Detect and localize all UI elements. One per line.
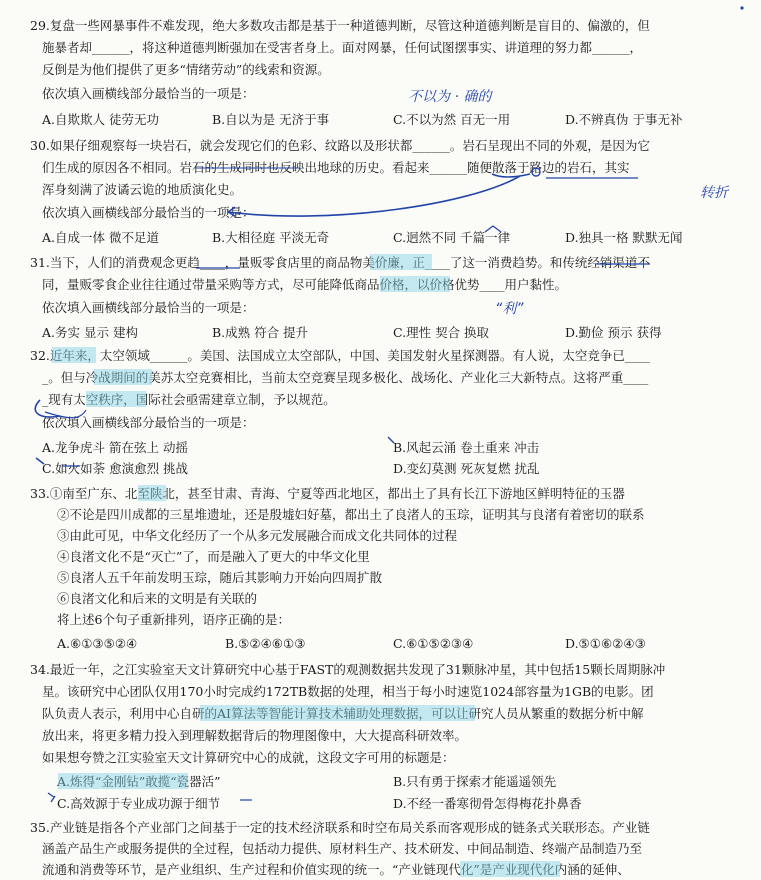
q33-line-1: 33.①南至广东、北至陕北，甚至甘肃、青海、宁夏等西北地区，都出土了具有长江下游地区鲜明特征的玉器: [30, 486, 625, 501]
q34-option-b[interactable]: B.只有勇于探索才能遥遥领先: [393, 774, 557, 789]
q29-prompt: 依次填入画横线部分最恰当的一项是：: [42, 86, 255, 101]
q31-option-c[interactable]: C.理性 契合 换取: [393, 325, 490, 340]
q31-prompt: 依次填入画横线部分最恰当的一项是：: [42, 300, 255, 315]
q29-option-c[interactable]: C.不以为然 百无一用: [393, 112, 511, 127]
q33-line-3: ③由此可见，中华文化经历了一个从多元发展融合而成文化共同体的过程: [57, 528, 458, 543]
q33-option-d[interactable]: D.⑤①⑥②④③: [565, 636, 646, 651]
q34-option-c[interactable]: C.高效源于专业成功源于细节: [57, 796, 221, 811]
q31-line-1: 31.当下，人们的消费观念更趋____，量贩零食店里的商品物美价廉，正____了这一消费趋势。和传统经销渠道不: [30, 255, 650, 270]
q30-line-2: 们生成的原因各不相同。岩石的生成同时也反映出地球的历史。看起来______随便散落于路边的岩石，其实: [42, 160, 630, 175]
q32-option-d[interactable]: D.变幻莫测 死灰复燃 扰乱: [393, 461, 540, 476]
q30-line-1: 30.如果仔细观察每一块岩石，就会发现它们的色彩、纹路以及形状都______。岩石呈现出不同的外观，是因为它: [30, 138, 650, 153]
q32-line-2: _。但与冷战期间的美苏太空竞赛相比，当前太空竞赛呈现多极化、战场化、产业化三大新特点。这将严重____: [42, 370, 649, 385]
q34-option-a[interactable]: A.炼得“金刚钻”敢揽“瓷器活”: [57, 774, 221, 789]
q32-prompt: 依次填入画横线部分最恰当的一项是：: [42, 415, 255, 430]
q33-line-4: ④良渚文化不是“灭亡”了，而是融入了更大的中华文化里: [57, 549, 370, 564]
q33-line-2: ②不论是四川成都的三星堆遗址，还是殷墟妇好墓，都出土了良渚人的玉琮，证明其与良渚有着密切的联系: [57, 507, 645, 522]
q33-prompt: 将上述6个句子重新排列，语序正确的是：: [57, 612, 290, 627]
q30-handwritten-note: 转折: [700, 185, 728, 201]
q30-prompt: 依次填入画横线部分最恰当的一项是：: [42, 205, 255, 220]
q29-line-2: 施暴者却______，将这种道德判断强加在受害者身上。面对网暴，任何试图摆事实、讲道理的努力都______，: [42, 40, 643, 55]
q31-line-2: 同，量贩零食企业往往通过带量采购等方式，尽可能降低商品价格，以价格优势____用户黏性。: [42, 277, 568, 292]
q30-option-c[interactable]: C.迥然不同 千篇一律: [393, 230, 511, 245]
q32-line-3: _现有太空秩序，国际社会亟需建章立制，予以规范。: [42, 392, 336, 407]
q29-line-1: 29.复盘一些网暴事件不难发现，绝大多数攻击都是基于一种道德判断，尽管这种道德判断是盲目的、偏激的，但: [30, 18, 650, 33]
q34-line-3: 队负责人表示，利用中心自研的AI算法等智能计算技术辅助处理数据，可以让研究人员从繁重的数据分析中解: [42, 706, 644, 721]
q30-option-a[interactable]: A.自成一体 微不足道: [42, 230, 159, 245]
q30-option-b[interactable]: B.大相径庭 平淡无奇: [212, 230, 330, 245]
q34-line-4: 放出来，将更多精力投入到理解数据背后的物理图像中，大大提高科研效率。: [42, 728, 468, 743]
q31-option-d[interactable]: D.勤俭 预示 获得: [565, 325, 662, 340]
q34-line-2: 星。该研究中心团队仅用170小时完成约172TB数据的处理，相当于每小时速览1024部容量为1GB的电影。团: [42, 684, 654, 699]
q30-option-d[interactable]: D.独具一格 默默无闻: [565, 230, 683, 245]
q29-option-b[interactable]: B.自以为是 无济于事: [212, 112, 330, 127]
q31-option-b[interactable]: B.成熟 符合 提升: [212, 325, 309, 340]
q33-line-5: ⑤良渚人五千年前发明玉琮，随后其影响力开始向四周扩散: [57, 570, 383, 585]
q31-option-a[interactable]: A.务实 显示 建构: [42, 325, 138, 340]
q32-line-1: 32.近年来，太空领域______。美国、法国成立太空部队，中国、美国发射火星探测器。有人说，太空竞争已____: [30, 348, 650, 363]
q32-option-b[interactable]: B.风起云涌 卷土重来 冲击: [393, 440, 540, 455]
q35-line-2: 涵盖产品生产或服务提供的全过程，包括动力提供、原材料生产、技术研发、中间品制造、终端产品制造乃至: [42, 841, 643, 856]
q29-option-a[interactable]: A.自欺欺人 徒劳无功: [42, 112, 159, 127]
q30-line-3: 浑身刻满了波谲云诡的地质演化史。: [42, 182, 243, 197]
q33-option-c[interactable]: C.⑥①⑤②③④: [393, 636, 474, 651]
q33-option-a[interactable]: A.⑥①③⑤②④: [57, 636, 138, 651]
q34-option-d[interactable]: D.不经一番寒彻骨怎得梅花扑鼻香: [393, 796, 582, 811]
q32-option-a[interactable]: A.龙争虎斗 箭在弦上 动摇: [42, 440, 188, 455]
q35-line-3: 流通和消费等环节，是产业组织、生产过程和价值实现的统一。“产业链现代化”是产业现代化内涵的延伸、: [42, 862, 630, 877]
q33-option-b[interactable]: B.⑤②④⑥①③: [225, 636, 306, 651]
q34-line-1: 34.最近一年，之江实验室天文计算研究中心基于FAST的观测数据共发现了31颗脉冲星，其中包括15颗长周期脉冲: [30, 662, 666, 677]
q29-handwritten-note: 不以为 · 确的: [408, 89, 492, 105]
q35-line-1: 35.产业链是指各个产业部门之间基于一定的技术经济联系和时空布局关系而客观形成的链条式关联形态。产业链: [30, 820, 650, 835]
q33-line-6: ⑥良渚文化和后来的文明是有关联的: [57, 591, 258, 606]
q31-handwritten-note: “利”: [495, 301, 524, 317]
q32-option-c[interactable]: C.如火如荼 愈演愈烈 挑战: [42, 461, 189, 476]
q29-option-d[interactable]: D.不辨真伪 于事无补: [565, 112, 683, 127]
q29-line-3: 反倒是为他们提供了更多“情绪劳动”的线索和资源。: [42, 62, 330, 77]
q34-prompt: 如果想夸赞之江实验室天文计算研究中心的成就，这段文字可用的标题是：: [42, 750, 455, 765]
